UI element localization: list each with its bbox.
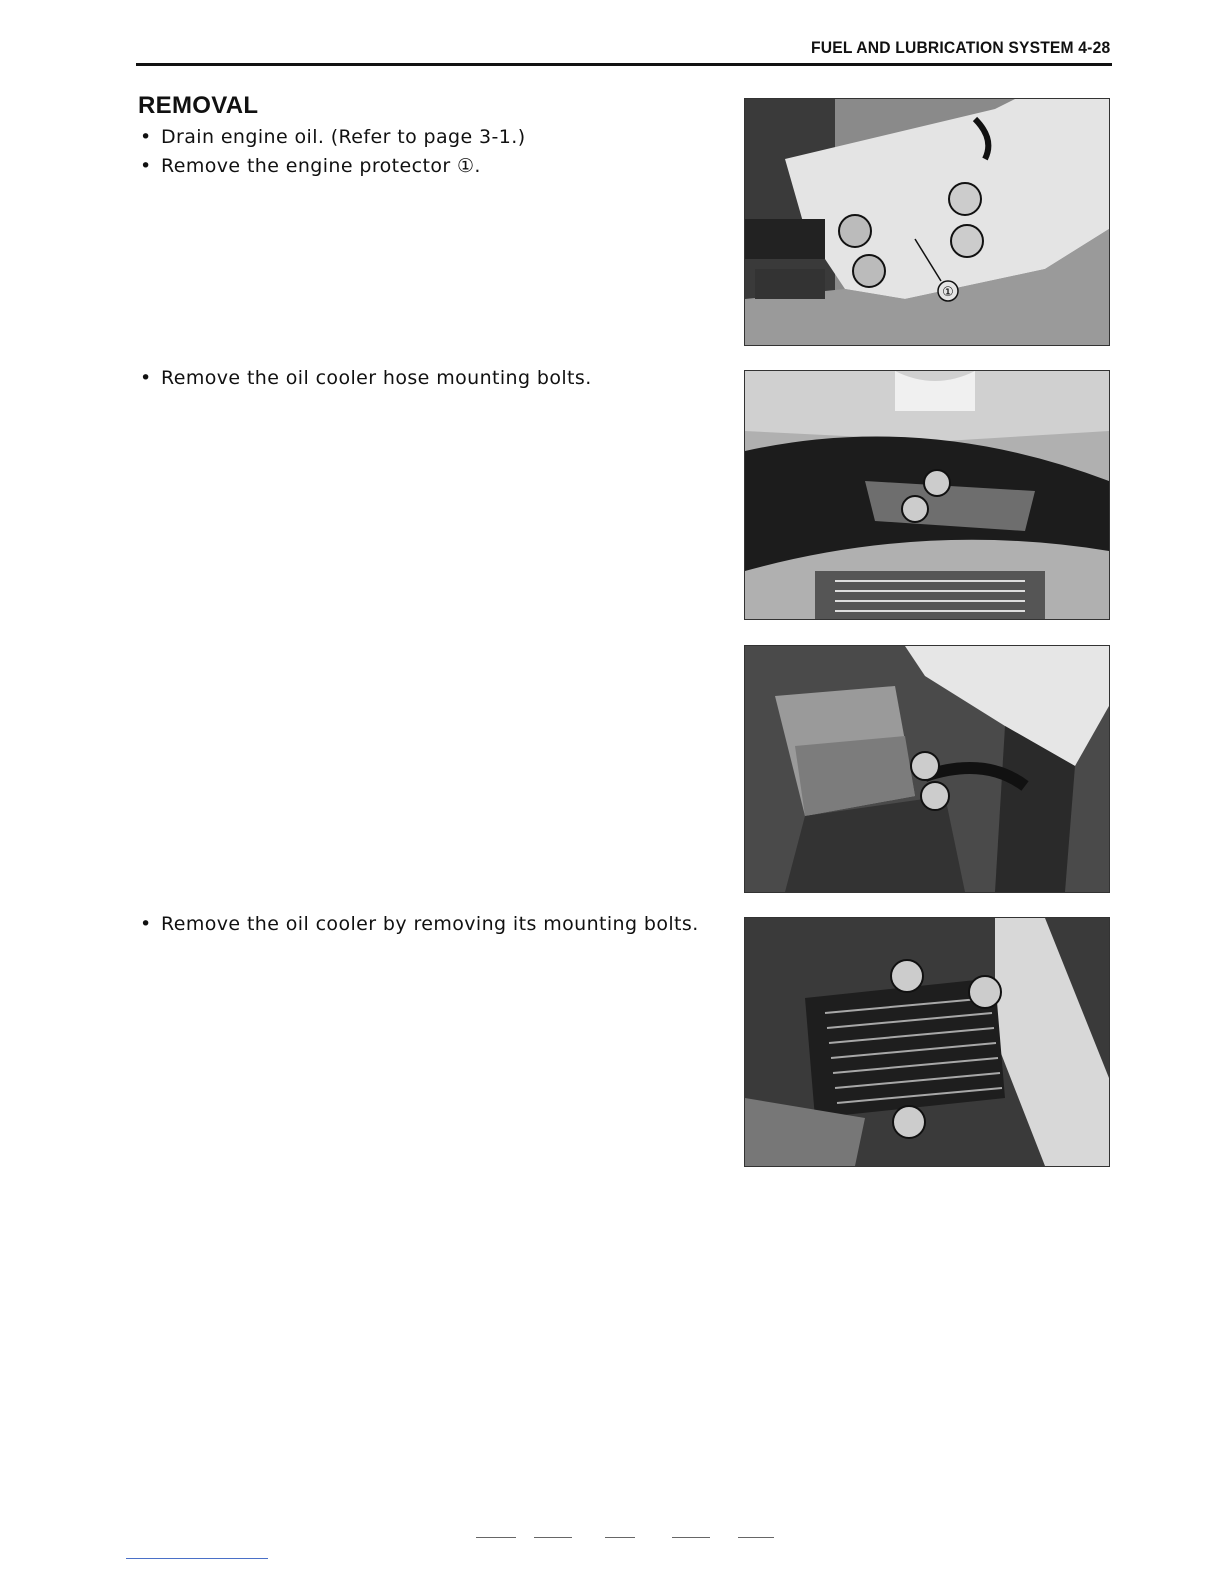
bullet: • (140, 913, 152, 935)
page-header-title: FUEL AND LUBRICATION SYSTEM 4-28 (810, 38, 1110, 57)
bolt-callout (969, 976, 1001, 1008)
bolt-callout (893, 1106, 925, 1138)
photo-engine-protector (744, 98, 1110, 346)
header-rule (136, 63, 1112, 66)
bolt-callout (924, 470, 950, 496)
oil-cooler-bolts-illustration (745, 918, 1109, 1166)
bullet: • (140, 126, 152, 148)
photo-hose-bolts-top (744, 370, 1110, 620)
scan-artifact (605, 1537, 635, 1538)
scan-artifact (476, 1537, 516, 1538)
step-remove-protector (140, 155, 481, 177)
scan-artifact (534, 1537, 572, 1538)
photo-hose-bolts-side (744, 645, 1110, 893)
bolt-callout (839, 215, 871, 247)
step-text: Drain engine oil. (Refer to page 3-1.) (161, 126, 526, 148)
scan-artifact (738, 1537, 774, 1538)
bolt-callout (853, 255, 885, 287)
engine-protector-illustration (745, 99, 1109, 345)
step-drain-oil (140, 126, 526, 148)
bullet: • (140, 155, 152, 177)
hose-bolts-side-illustration (745, 646, 1109, 892)
bolt-callout (951, 225, 983, 257)
scan-artifact (672, 1537, 710, 1538)
callout-number: ① (942, 285, 954, 300)
footer-link-underline (126, 1558, 268, 1559)
hose-bolts-top-illustration (745, 371, 1109, 619)
photo-oil-cooler-bolts (744, 917, 1110, 1167)
step-remove-hose-bolts (140, 367, 592, 389)
bolt-callout (911, 752, 939, 780)
step-text: Remove the engine protector ①. (161, 155, 481, 177)
bullet: • (140, 367, 152, 389)
bolt-callout (891, 960, 923, 992)
step-remove-oil-cooler (140, 913, 699, 935)
bolt-callout (902, 496, 928, 522)
bolt-callout (949, 183, 981, 215)
step-text: Remove the oil cooler by removing its mounting bolts. (161, 913, 699, 935)
section-heading: REMOVAL (138, 92, 259, 119)
bolt-callout (921, 782, 949, 810)
step-text: Remove the oil cooler hose mounting bolts. (161, 367, 592, 389)
